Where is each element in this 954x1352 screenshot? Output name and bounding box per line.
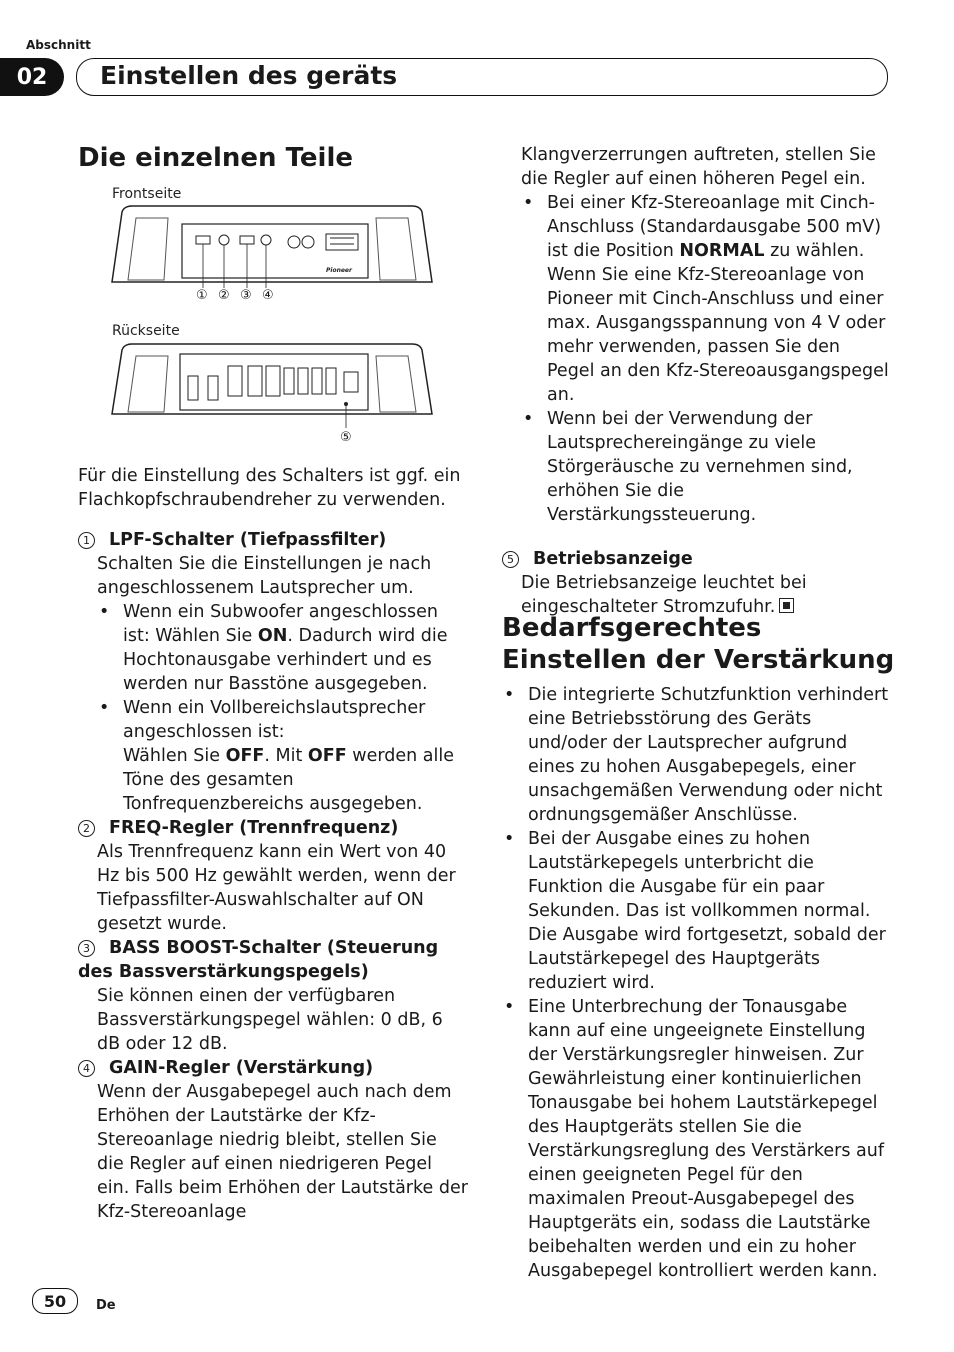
right-column-bottom	[502, 683, 892, 1283]
item-3-title: BASS BOOST-Schalter (Steuerung des Bassverstärkungspegels)	[78, 938, 439, 982]
section-label: Abschnitt	[26, 38, 91, 52]
left-column	[78, 464, 468, 1224]
callout-2: ②	[218, 288, 230, 303]
end-mark-icon	[779, 598, 794, 613]
rear-caption: Rückseite	[112, 323, 180, 339]
item-1-body: Schalten Sie die Einstellungen je nach angeschlossenem Lautsprecher um.	[97, 554, 432, 598]
item-5-heading	[502, 547, 892, 571]
item-1-title: LPF-Schalter (Tiefpassfilter)	[109, 530, 387, 550]
item-1-bullets	[78, 600, 468, 816]
page-number: 50	[32, 1288, 78, 1314]
callout-3: ③	[240, 288, 252, 303]
item-4-bullets	[502, 191, 892, 527]
section-title-parts: Die einzelnen Teile	[78, 143, 353, 173]
chapter-number-badge: 02	[0, 58, 64, 96]
callout-5: ⑤	[340, 430, 352, 445]
section-title-gain: Bedarfsgerechtes Einstellen der Verstärkung	[502, 613, 895, 675]
list-item: • Die integrierte Schutzfunktion verhindert eine Betriebsstörung des Geräts und/oder der Lautsprecher aufgrund eines zu hohen Ausgabepegels, einer unsachgemäßen Verwendung oder nicht ordnungsgemäßer Anschlüsse.	[502, 683, 892, 827]
item-2-number: 2	[78, 820, 95, 837]
item-5-number: 5	[502, 551, 519, 568]
item-1-heading	[78, 528, 468, 552]
item-3-body: Sie können einen der verfügbaren Bassverstärkungspegel wählen: 0 dB, 6 dB oder 12 dB.	[97, 986, 443, 1054]
item-1-number: 1	[78, 532, 95, 549]
list-item: • Bei einer Kfz-Stereoanlage mit Cinch-Anschluss (Standardausgabe 500 mV) ist die Position NORMAL zu wählen. Wenn Sie eine Kfz-Stereoanlage von Pioneer mit Cinch-Anschluss und einer max. Ausgangsspannung von 4 V oder mehr verwenden, passen Sie den Pegel an den Kfz-Stereoausgangspegel an.	[502, 191, 892, 407]
list-item: • Wenn ein Vollbereichslautsprecher angeschlossen ist: Wählen Sie OFF. Mit OFF werden alle Töne des gesamten Tonfrequenzbereichs ausgegeben.	[78, 696, 468, 816]
gain-bullets	[502, 683, 892, 1283]
item-2-body: Als Trennfrequenz kann ein Wert von 40 Hz bis 500 Hz gewählt werden, wenn der Tiefpassfilter-Auswahlschalter auf ON gesetzt wurde.	[97, 842, 456, 934]
continued-paragraph: Klangverzerrungen auftreten, stellen Sie die Regler auf einen höheren Pegel ein.	[521, 145, 876, 189]
callout-1: ①	[196, 288, 208, 303]
item-3-number: 3	[78, 940, 95, 957]
item-4-number: 4	[78, 1060, 95, 1077]
right-column-top	[502, 143, 892, 619]
list-item: • Wenn bei der Verwendung der Lautsprechereingänge zu viele Störgeräusche zu vernehmen sind, erhöhen Sie die Verstärkungssteuerung.	[502, 407, 892, 527]
item-2-heading	[78, 816, 468, 840]
item-4-title: GAIN-Regler (Verstärkung)	[109, 1058, 374, 1078]
callout-4: ④	[262, 288, 274, 303]
chapter-title: Einstellen des geräts	[100, 61, 398, 90]
front-caption: Frontseite	[112, 186, 182, 202]
item-5-body: Die Betriebsanzeige leuchtet bei eingeschalteter Stromzufuhr.	[521, 573, 807, 617]
amplifier-rear-illustration	[108, 342, 436, 428]
list-item: • Eine Unterbrechung der Tonausgabe kann auf eine ungeeignete Einstellung der Verstärkungsregler hinweisen. Zur Gewährleistung einer kontinuierlichen Tonausgabe bei hohem Lautstärkepegel des Hauptgeräts stellen Sie die Verstärkungsreglung des Verstärkers auf einen geeigneten Pegel für den maximalen Preout-Ausgabepegel des Hauptgeräts ein, sodass die Lautstärke beibehalten werden und ein zu hoher Ausgabepegel kontrolliert werden kann.	[502, 995, 892, 1283]
list-item: • Wenn ein Subwoofer angeschlossen ist: Wählen Sie ON. Dadurch wird die Hochtonausgabe verhindert und es werden nur Basstöne ausgegeben.	[78, 600, 468, 696]
device-logo: Pioneer	[326, 267, 352, 274]
amplifier-front-illustration	[108, 204, 436, 288]
item-5-title: Betriebsanzeige	[533, 549, 693, 569]
list-item: • Bei der Ausgabe eines zu hohen Lautstärkepegels unterbricht die Funktion die Ausgabe für ein paar Sekunden. Das ist vollkommen normal. Die Ausgabe wird fortgesetzt, sobald der Lautstärkepegel des Hauptgeräts reduziert wird.	[502, 827, 892, 995]
item-4-body: Wenn der Ausgabepegel auch nach dem Erhöhen der Lautstärke der Kfz-Stereoanlage niedrig bleibt, stellen Sie die Regler auf einen niedrigeren Pegel ein. Falls beim Erhöhen der Lautstärke der Kfz-Stereoanlage	[97, 1082, 468, 1222]
item-3-heading	[78, 936, 468, 984]
intro-paragraph: Für die Einstellung des Schalters ist ggf. ein Flachkopfschraubendreher zu verwenden.	[78, 466, 461, 510]
language-code: De	[96, 1298, 116, 1313]
item-2-title: FREQ-Regler (Trennfrequenz)	[109, 818, 399, 838]
item-4-heading	[78, 1056, 468, 1080]
